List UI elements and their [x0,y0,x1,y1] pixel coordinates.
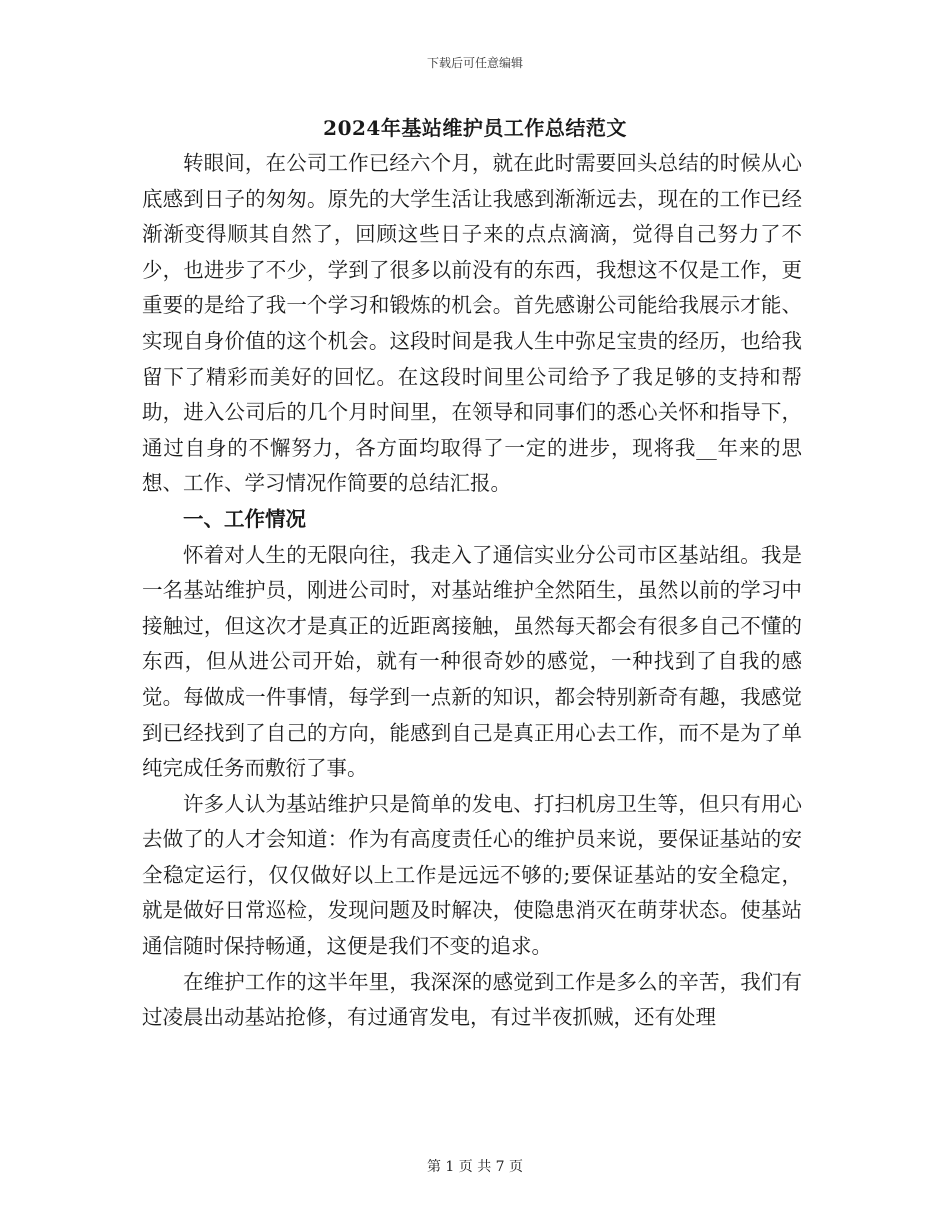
paragraph-work-3: 在维护工作的这半年里，我深深的感觉到工作是多么的辛苦，我们有过凌晨出动基站抢修，有过通宵发电，有过半夜抓贼，还有处理 [142,969,802,1030]
header-note: 下载后可任意编辑 [426,56,523,70]
document-body [142,146,802,1036]
paragraph-work-1: 怀着对人生的无限向往，我走入了通信实业分公司市区基站组。我是一名基站维护员，刚进公司时，对基站维护全然陌生，虽然以前的学习中接触过，但这次才是真正的近距离接触，虽然每天都会有很多自己不懂的东西，但从进公司开始，就有一种很奇妙的感觉，一种找到了自我的感觉。每做成一件事情，每学到一点新的知识，都会特别新奇有趣，我感觉到已经找到了自己的方向，能感到自己是真正用心去工作，而不是为了单纯完成任务而敷衍了事。 [142,542,802,781]
page-number: 第 1 页 共 7 页 [426,1159,524,1175]
paragraph-intro: 转眼间，在公司工作已经六个月，就在此时需要回头总结的时候从心底感到日子的匆匆。原先的大学生活让我感到渐渐远去，现在的工作已经渐渐变得顺其自然了，回顾这些日子来的点点滴滴，觉得自己努力了不少，也进步了不少，学到了很多以前没有的东西，我想这不仅是工作，更重要的是给了我一个学习和锻炼的机会。首先感谢公司能给我展示才能、实现自身价值的这个机会。这段时间是我人生中弥足宝贵的经历，也给我留下了精彩而美好的回忆。在这段时间里公司给予了我足够的支持和帮助，进入公司后的几个月时间里，在领导和同事们的悉心关怀和指导下，通过自身的不懈努力，各方面均取得了一定的进步，现将我__年来的思想、工作、学习情况作简要的总结汇报。 [142,151,802,496]
section-heading: 一、工作情况 [183,506,306,531]
paragraph-work-2: 许多人认为基站维护只是简单的发电、打扫机房卫生等，但只有用心去做了的人才会知道：作为有高度责任心的维护员来说，要保证基站的安全稳定运行，仅仅做好以上工作是远远不够的;要保证基站的安全稳定，就是做好日常巡检，发现问题及时解决，使隐患消灭在萌芽状态。使基站通信随时保持畅通，这便是我们不变的追求。 [142,791,802,959]
document-title: 2024年基站维护员工作总结范文 [323,116,627,140]
